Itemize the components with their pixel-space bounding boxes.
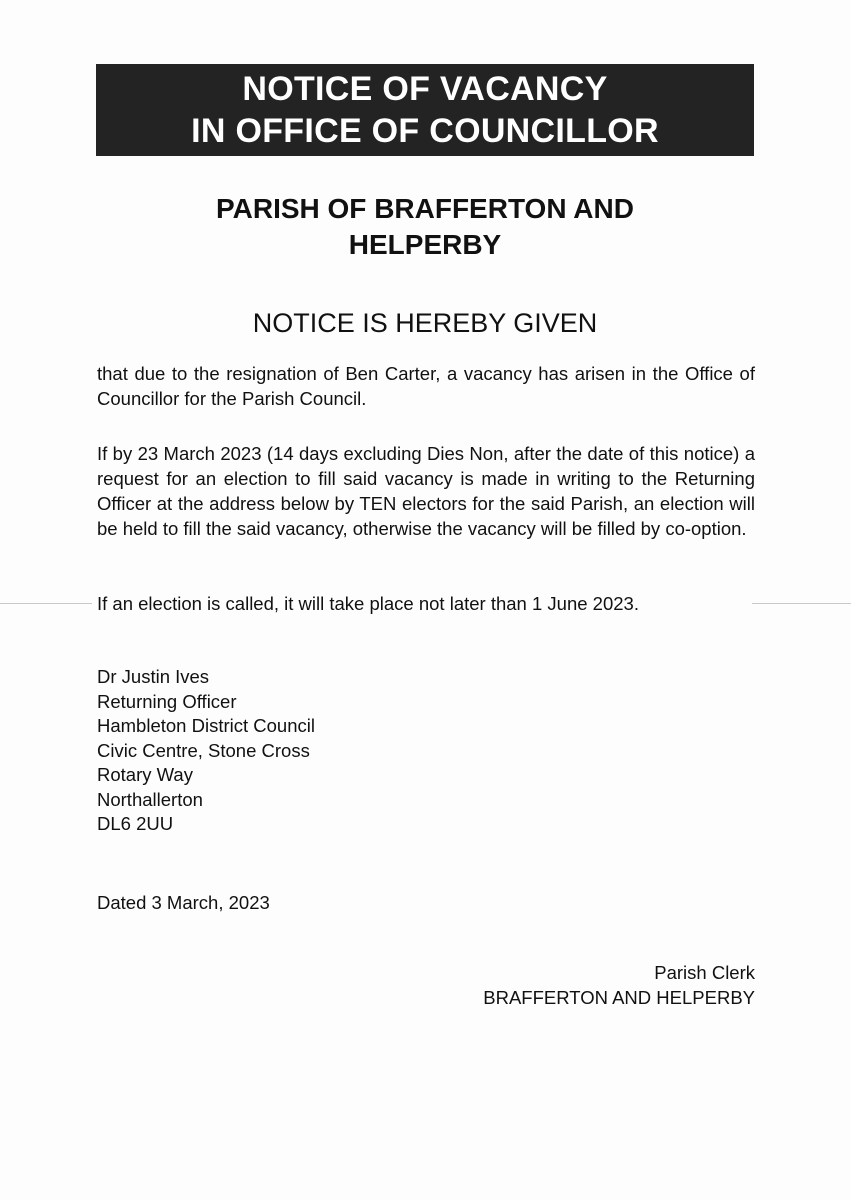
address-line: Returning Officer xyxy=(97,690,237,712)
scan-artifact-line-left xyxy=(0,603,92,604)
notice-title-banner xyxy=(96,64,754,156)
banner-line-2: IN OFFICE OF COUNCILLOR xyxy=(191,112,659,150)
address-line: Rotary Way xyxy=(97,764,193,785)
address-line: DL6 2UU xyxy=(97,813,174,834)
notice-given-heading: NOTICE IS HEREBY GIVEN xyxy=(252,308,598,338)
banner-line-1: NOTICE OF VACANCY xyxy=(242,70,608,108)
parish-heading xyxy=(96,191,754,263)
returning-officer-address xyxy=(97,665,315,837)
parish-heading-line-2: HELPERBY xyxy=(348,229,502,260)
signoff-title: Parish Clerk xyxy=(654,962,755,983)
address-line: Dr Justin Ives xyxy=(97,666,210,687)
resignation-paragraph: that due to the resignation of Ben Carter, a vacancy has arisen in the Office of Councillor for the Parish Council. xyxy=(97,363,755,409)
election-date-paragraph: If an election is called, it will take place not later than 1 June 2023. xyxy=(97,593,639,614)
scan-artifact-line-right xyxy=(752,603,851,604)
address-line: Civic Centre, Stone Cross xyxy=(97,739,310,761)
parish-heading-line-1: PARISH OF BRAFFERTON AND xyxy=(216,193,634,224)
signoff-block xyxy=(483,960,755,1010)
address-line: Northallerton xyxy=(97,788,203,810)
address-line: Hambleton District Council xyxy=(97,715,315,736)
signoff-parish: BRAFFERTON AND HELPERBY xyxy=(483,987,755,1008)
notice-date: Dated 3 March, 2023 xyxy=(97,892,270,913)
election-request-paragraph: If by 23 March 2023 (14 days excluding Dies Non, after the date of this notice) a request for an election to fill said vacancy is made in writing to the Returning Officer at the address below by TEN electors for the said Parish, an election will be held to fill the said vacancy, otherwise the vacancy will be filled by co-option. xyxy=(97,443,755,539)
